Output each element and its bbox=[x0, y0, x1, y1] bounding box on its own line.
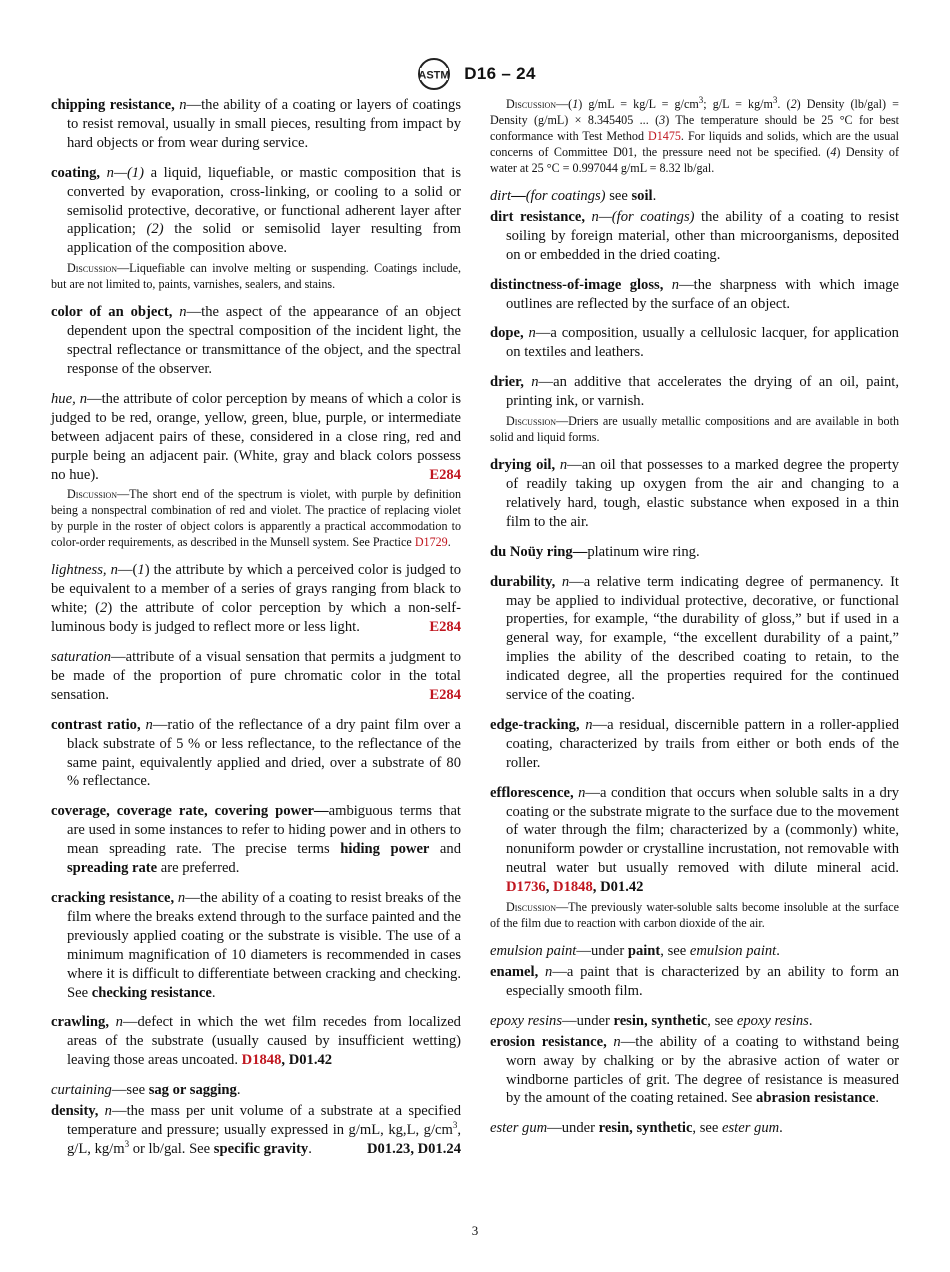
discussion-density: Discussion—(1) $g/mL = kg/L = g/cm^3$; $g/L = kg/m^3$. (2) Density (lb/gal) = Density (g/mL) × 8.345405 ... (3) The temperature should be 25 °C for best conformance with Test Method D1475. For liquids and solids, which are the usual concerns of Committee D01, the pressure need not be specified. (4) Density of water at 25 °C = 0.997044 g/mL = 8.32 lb/gal. bbox=[490, 94, 900, 175]
entry-lightness: lightness, n—(1) the attribute by which a perceived color is judged to be equivalent to a member of a series of grays ranging from black to white; (2) the attribute of color perception by which a non-self-luminous body is judged to reflect more or less light. E284 bbox=[51, 562, 461, 636]
entry-durability: durability, n—a relative term indicating degree of permanency. It may be applied to individual protective, decorative, or functional properties, for example, “the durability of gloss,” but if used in a general way, for example, “the excellent durability of a paint,” implies the ability of the described coating to retain, to the indicated degree, all the properties required for the continued service of the coating. bbox=[490, 573, 899, 704]
entry-drying-oil: drying oil, n—an oil that possesses to a marked degree the property of readily taking up oxygen from the air and changing to a relatively hard, tough, elastic substance when exposed in a thin film to the air. bbox=[490, 457, 900, 530]
entry-enamel: enamel, n—a paint that is characterized by an ability to form an especially smooth film. bbox=[490, 964, 899, 999]
reference-link[interactable]: D1475 bbox=[648, 129, 681, 143]
entry-efflorescence: efflorescence, n—a condition that occurs when soluble salts in a dry coating or the substrate migrate to the surface due to the movement of water through the film; characterized by a (commonly) white, nonuniform powder or crystalline incrustation, not removable with neutral water but usually removed with dilute mineral acid. D1736, D1848, D01.42 bbox=[490, 784, 899, 896]
discussion-efflorescence: Discussion—The previously water-soluble salts become insoluble at the surface of the film due to reaction with carbon dioxide of the air. bbox=[490, 900, 899, 931]
reference-link[interactable]: D1729 bbox=[414, 535, 448, 550]
svg-text:ASTM: ASTM bbox=[418, 69, 450, 82]
entry-edge-tracking: edge-tracking, n—a residual, discernible pattern in a roller-applied coating, characterized by trails from either or both ends of the roller. bbox=[490, 716, 899, 771]
entry-cracking-resistance: cracking resistance, n—the ability of a coating to resist breaks of the film where the breaks extend through to the surface painted and the previously applied coating or the substrate is visible. The use of a minimum magnification of 10 diameters is recommended in cases where it is difficult to differentiate between cracking and checking. See checking resistance. bbox=[51, 890, 461, 1001]
reference-link[interactable]: D1736 bbox=[506, 879, 546, 896]
page-number: 3 bbox=[471, 1223, 479, 1238]
discussion-coating: Discussion—Liquefiable can involve melting or suspending. Coatings include, but are not limited to, paints, varnishes, sealers, and stains. bbox=[51, 261, 461, 292]
entry-du-nouy-ring: du Noüy ring—platinum wire ring. bbox=[490, 543, 700, 560]
entry-color-of-object: color of an object, n—the aspect of the appearance of an object dependent upon the spectral composition of the incident light, the spectral reflectance or transmittance of the object, and the spectral response of the observer. bbox=[51, 304, 461, 377]
entry-drier: drier, n—an additive that accelerates the drying of an oil, paint, printing ink, or varnish. bbox=[490, 374, 899, 410]
entry-coating: coating, n—(1) a liquid, liquefiable, or mastic composition that is converted by evaporation, cross-linking, or cooling to a solid or semisolid protective, decorative, or functional adherent layer after application; (2) the solid or semisolid layer resulting from application of the composition above. bbox=[51, 164, 461, 257]
entry-density: density, n—the mass per unit volume of a substrate at a specified temperature and pressure; usually expressed in g/mL, kg,L, $g/cm^3$, g/L, $kg/m^3$ or lb/gal. See specific gravity. D01.23, D01.24 bbox=[51, 1103, 461, 1157]
reference-link[interactable]: D1848 bbox=[241, 1052, 282, 1069]
entry-dope: dope, n—a composition, usually a cellulosic lacquer, for application on textiles and leathers. bbox=[490, 325, 899, 361]
entry-hue: hue, n—the attribute of color perception by means of which a color is judged to be red, orange, yellow, green, blue, purple, or intermediate between adjacent pairs of these, considered in a close ring, red and purple being an adjacent pair. (White, gray and black colors possess no hue). E284 bbox=[51, 390, 462, 483]
discussion-hue: Discussion—The short end of the spectrum is violet, with purple by definition being a nonspectral combination of red and violet. The practice of replacing violet by purple in the roster of object colors is apparently a practical accommodation to color-order requirements, as described in the Munsell system. See Practice D1729. bbox=[51, 487, 461, 550]
entry-erosion-resistance: erosion resistance, n—the ability of a coating to withstand being worn away by chalking or by the abrasive action of water or windborne particles of grit. The degree of resistance is measured by the amount of the coating retained. See abrasion resistance. bbox=[490, 1033, 899, 1107]
entry-saturation: saturation—attribute of a visual sensation that permits a judgment to be made of the proportion of pure chromatic color in the total sensation. E284 bbox=[51, 649, 461, 703]
entry-crawling: crawling, n—defect in which the wet film recedes from localized areas of the substrate (usually caused by insufficient wetting) leaving those areas uncoated. D1848, D01.42 bbox=[51, 1014, 461, 1069]
entry-dirt-resistance: dirt resistance, n—(for coatings) the ability of a coating to resist soiling by foreign material, other than microorganisms, deposited on or embedded in the dried coating. bbox=[490, 208, 899, 263]
astm-logo-icon bbox=[414, 56, 454, 92]
entry-epoxy-resins: epoxy resins—under resin, synthetic, see epoxy resins. bbox=[490, 1012, 813, 1029]
entry-ester-gum: ester gum—under resin, synthetic, see ester gum. bbox=[490, 1120, 783, 1137]
reference-link[interactable]: D1848 bbox=[553, 879, 593, 896]
entry-distinctness-of-image-gloss: distinctness-of-image gloss, n—the sharpness with which image outlines are reflected by the surface of an object. bbox=[490, 276, 900, 312]
entry-contrast-ratio: contrast ratio, n—ratio of the reflectance of a dry paint film over a black substrate of 5 % or less reflectance, to the reflectance of the same paint, equivalently applied and dried, over a substrate of 80 % reflectance. bbox=[51, 716, 461, 790]
entry-dirt: dirt—(for coatings) see soil. bbox=[490, 188, 657, 204]
entry-curtaining: curtaining—see sag or sagging. bbox=[51, 1082, 241, 1099]
reference-link[interactable]: E284 bbox=[429, 686, 461, 703]
left-column bbox=[51, 96, 461, 1170]
reference-link[interactable]: E284 bbox=[429, 619, 461, 636]
reference-link[interactable]: E284 bbox=[429, 466, 461, 483]
page-header bbox=[0, 56, 950, 92]
standard-designation: D16 – 24 bbox=[464, 64, 536, 83]
right-column bbox=[490, 96, 899, 1149]
entry-chipping-resistance: chipping resistance, n—the ability of a coating or layers of coatings to resist removal, usually in small pieces, resulting from impact by hard objects or from wear during service. bbox=[51, 97, 461, 151]
entry-emulsion-paint: emulsion paint—under paint, see emulsion paint. bbox=[490, 943, 780, 960]
discussion-drier: Discussion—Driers are usually metallic compositions and are available in both solid and liquid forms. bbox=[490, 414, 899, 445]
entry-coverage: coverage, coverage rate, covering power—ambiguous terms that are used in some instances to refer to hiding power and in others to mean spreading rate. The precise terms hiding power and spreading rate are preferred. bbox=[51, 803, 462, 877]
